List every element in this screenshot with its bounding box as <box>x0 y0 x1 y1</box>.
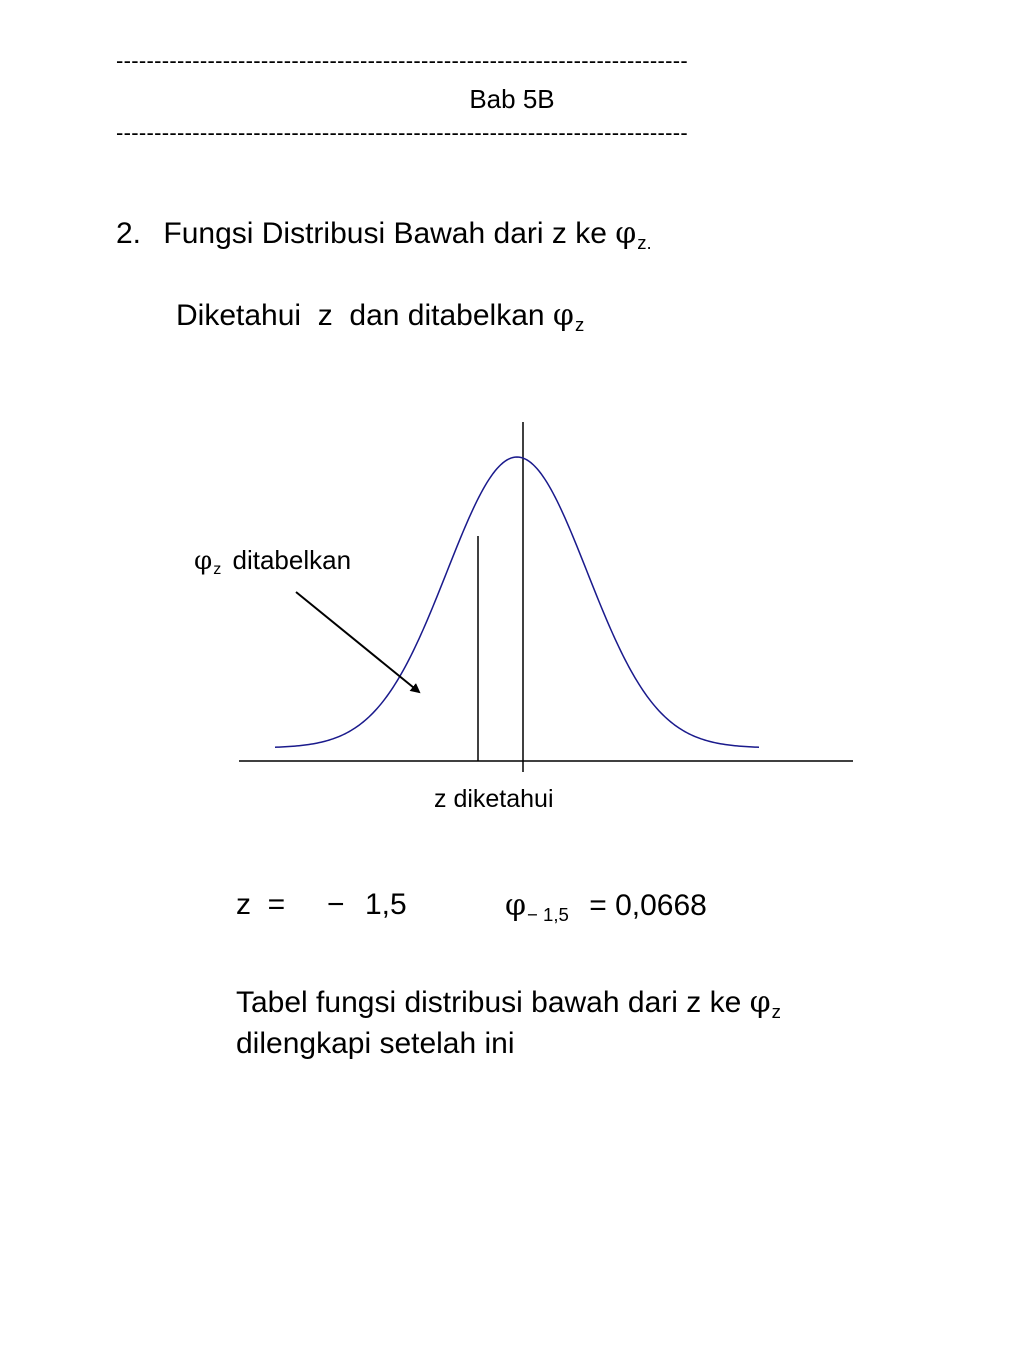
phi-subscript: − 1,5 <box>527 903 569 925</box>
minus-sign: − <box>327 888 345 921</box>
section-number: 2. <box>116 217 142 250</box>
phi-symbol: φ <box>615 216 637 251</box>
phi-subscript: z <box>213 560 222 579</box>
phi-symbol: φ <box>194 546 213 576</box>
given-text: Diketahui z dan ditabelkan <box>176 299 545 332</box>
note-line-2: dilengkapi setelah ini <box>236 1027 515 1060</box>
section-title: Fungsi Distribusi Bawah dari z ke <box>163 217 607 250</box>
phi-result: = 0,0668 <box>589 889 707 922</box>
bell-curve <box>275 457 759 747</box>
z-value: 1,5 <box>365 888 407 921</box>
phi-annotation <box>194 545 352 579</box>
header-rule-top: --------------------------------------------------------------------------- <box>116 50 688 72</box>
z-label: z = <box>236 888 286 921</box>
phi-expression <box>505 888 707 923</box>
axis-label: z diketahui <box>434 785 554 813</box>
phi-symbol: φ <box>552 298 574 333</box>
page-title: Bab 5B <box>469 84 555 114</box>
note-line-1 <box>236 985 781 1020</box>
phi-subscript: z <box>771 1000 781 1022</box>
phi-symbol: φ <box>749 985 771 1020</box>
phi-subscript: z. <box>637 231 652 253</box>
note-text: Tabel fungsi distribusi bawah dari z ke <box>236 986 742 1019</box>
header-rule-bottom: --------------------------------------------------------------------------- <box>116 122 688 144</box>
annotation-text: ditabelkan <box>232 545 352 575</box>
phi-subscript: z <box>574 313 585 335</box>
annotation-arrow <box>296 592 419 692</box>
phi-symbol: φ <box>505 888 527 923</box>
